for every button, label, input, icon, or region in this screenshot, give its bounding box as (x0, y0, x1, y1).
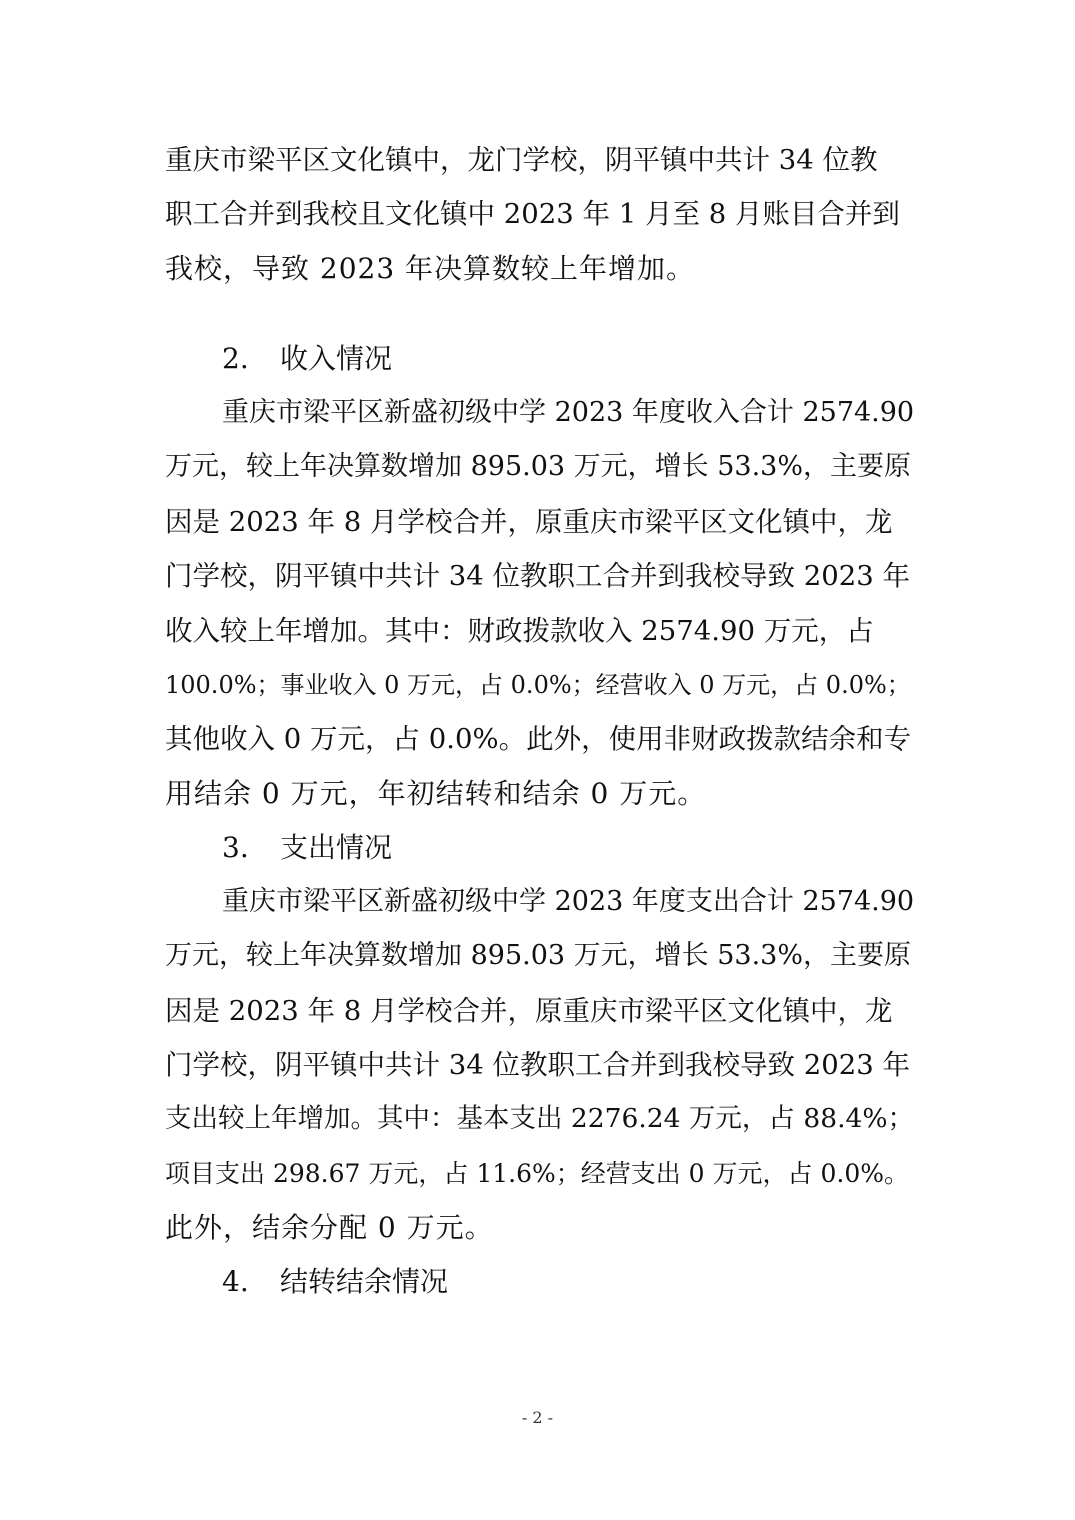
text-line: 万元，较上年决算数增加 895.03 万元，增长 53.3%，主要原 (165, 451, 911, 482)
section-title: 支出情况 (280, 831, 393, 864)
text-line: 重庆市梁平区新盛初级中学 2023 年度支出合计 2574.90 (222, 886, 915, 917)
text-line: 万元，较上年决算数增加 895.03 万元，增长 53.3%，主要原 (165, 940, 911, 971)
section-number: 3. (222, 831, 249, 864)
section-title: 结转结余情况 (280, 1265, 449, 1298)
text-line: 此外，结余分配 0 万元。 (165, 1211, 494, 1244)
section-heading-carryover (222, 1262, 448, 1302)
page-number: - 2 - (521, 1408, 554, 1427)
text-line: 门学校，阴平镇中共计 34 位教职工合并到我校导致 2023 年 (165, 560, 910, 592)
text-line: 项目支出 298.67 万元，占 11.6%；经营支出 0 万元，占 0.0%。 (165, 1159, 909, 1188)
text-line: 我校，导致 2023 年决算数较上年增加。 (165, 252, 696, 285)
text-line: 门学校，阴平镇中共计 34 位教职工合并到我校导致 2023 年 (165, 1049, 910, 1081)
text-line: 重庆市梁平区新盛初级中学 2023 年度收入合计 2574.90 (222, 397, 915, 428)
section-number: 4. (222, 1265, 249, 1298)
text-line: 收入较上年增加。其中：财政拨款收入 2574.90 万元，占 (165, 615, 874, 647)
text-line: 重庆市梁平区文化镇中，龙门学校，阴平镇中共计 34 位教 (165, 144, 878, 176)
text-line: 因是 2023 年 8 月学校合并，原重庆市梁平区文化镇中，龙 (165, 995, 893, 1027)
section-heading-expenditure (222, 828, 392, 868)
text-line: 用结余 0 万元，年初结转和结余 0 万元。 (165, 777, 707, 810)
text-line: 其他收入 0 万元，占 0.0%。此外，使用非财政拨款结余和专 (165, 723, 912, 755)
section-number: 2. (222, 342, 249, 375)
section-title: 收入情况 (280, 342, 393, 375)
text-line: 100.0%；事业收入 0 万元，占 0.0%；经营收入 0 万元，占 0.0%； (165, 671, 911, 699)
text-line: 职工合并到我校且文化镇中 2023 年 1 月至 8 月账目合并到 (165, 198, 900, 230)
text-line: 支出较上年增加。其中：基本支出 2276.24 万元，占 88.4%； (165, 1103, 915, 1134)
section-heading-income (222, 339, 392, 379)
text-line: 因是 2023 年 8 月学校合并，原重庆市梁平区文化镇中，龙 (165, 506, 893, 538)
